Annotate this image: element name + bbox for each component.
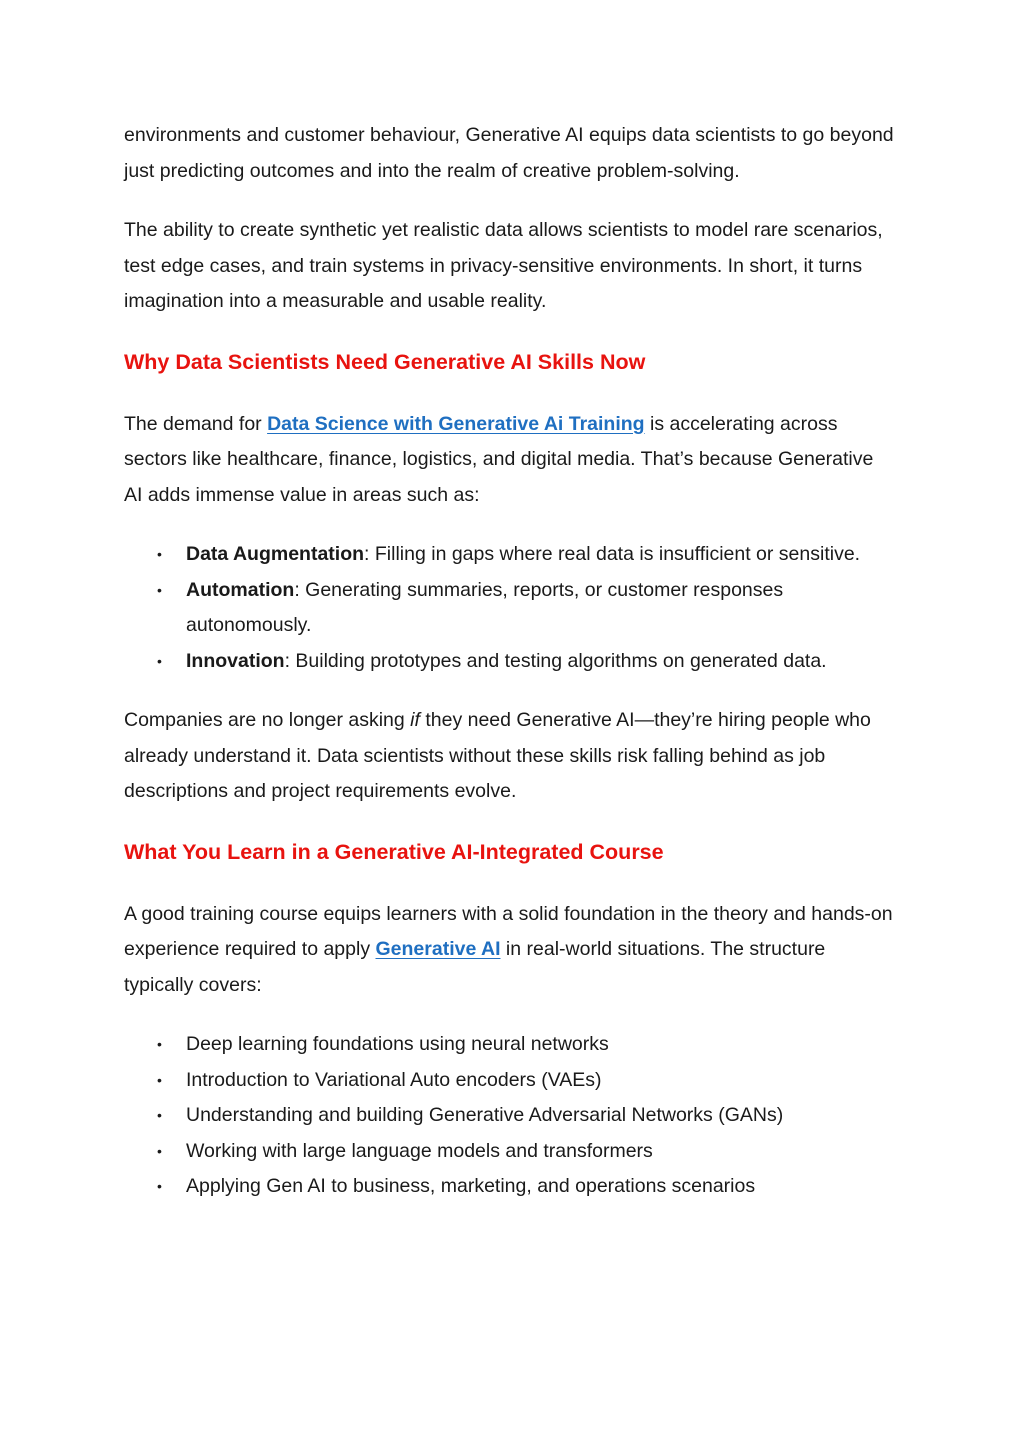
paragraph-synthetic-data: The ability to create synthetic yet realistic data allows scientists to model rare scenarios, test edge cases, and train systems in privacy-sensitive environments. In short, it turns imagination into a measurable and usable reality.: [124, 219, 883, 312]
bullet-icon: •: [157, 546, 162, 562]
list-item: [124, 1134, 894, 1170]
bullet-icon: •: [157, 1142, 162, 1159]
list-item-text: : Generating summaries, reports, or customer responses autonomously.: [186, 578, 784, 636]
value-areas-list: [124, 537, 894, 679]
bullet-icon: •: [157, 1107, 162, 1123]
list-item-text: Understanding and building Generative Adversarial Networks (GANs): [186, 1104, 784, 1126]
course-text-before: A good training course equips learners with a solid foundation in the theory and hands-on experience required to apply: [124, 902, 893, 960]
heading-why-skills: Why Data Scientists Need Generative AI Skills Now: [124, 349, 646, 374]
list-item: [124, 1169, 894, 1205]
companies-emphasis: if: [410, 709, 420, 731]
document-page: [124, 118, 894, 1205]
bullet-icon: •: [157, 1036, 162, 1052]
bullet-icon: •: [157, 1071, 162, 1088]
paragraph-course-intro: [124, 897, 894, 1004]
data-science-training-link[interactable]: Data Science with Generative Ai Training: [267, 412, 645, 435]
list-item: [124, 1027, 894, 1063]
demand-text-after: is accelerating across sectors like healthcare, finance, logistics, and digital media. That’s because Generative AI adds immense value in areas such as:: [124, 412, 874, 506]
list-item-text: Applying Gen AI to business, marketing, and operations scenarios: [186, 1175, 756, 1197]
list-item: [124, 1063, 894, 1099]
list-item: [124, 537, 894, 573]
paragraph-companies: [124, 703, 894, 810]
list-item-term: Innovation: [186, 649, 285, 672]
list-item-text: Working with large language models and transformers: [186, 1139, 653, 1162]
generative-ai-link[interactable]: Generative AI: [375, 938, 501, 960]
list-item-text: : Filling in gaps where real data is insufficient or sensitive.: [364, 543, 861, 565]
heading-what-you-learn: What You Learn in a Generative AI-Integrated Course: [124, 839, 664, 864]
list-item-text: Deep learning foundations using neural networks: [186, 1033, 609, 1055]
bullet-icon: •: [157, 581, 162, 598]
list-item-text: : Building prototypes and testing algorithms on generated data.: [284, 649, 827, 672]
course-topics-list: [124, 1027, 894, 1205]
demand-text-before: The demand for: [124, 412, 268, 435]
bullet-icon: •: [157, 1178, 162, 1194]
list-item: [124, 1098, 894, 1134]
list-item-term: Automation: [186, 578, 295, 601]
list-item-text: Introduction to Variational Auto encoders (VAEs): [186, 1068, 602, 1091]
companies-text-before: Companies are no longer asking: [124, 709, 411, 731]
list-item-term: Data Augmentation: [186, 543, 365, 565]
paragraph-intro-continued: environments and customer behaviour, Generative AI equips data scientists to go beyond just predicting outcomes and into the realm of creative problem-solving.: [124, 124, 894, 182]
list-item: [124, 644, 894, 680]
companies-text-after: they need Generative AI—they’re hiring people who already understand it. Data scientists without these skills risk falling behind as job descriptions and project requirements evolve.: [124, 709, 871, 802]
bullet-icon: •: [157, 652, 162, 669]
paragraph-demand: [124, 407, 894, 514]
course-text-after: in real-world situations. The structure typically covers:: [124, 938, 826, 996]
list-item: [124, 573, 894, 644]
